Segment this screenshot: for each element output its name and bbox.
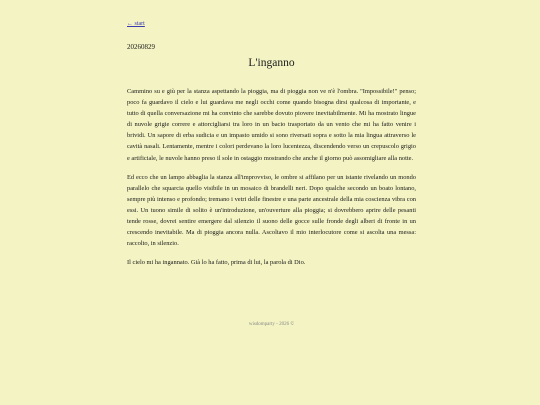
post-body	[127, 86, 416, 276]
paragraph-1: Cammino su e giù per la stanza aspettando la pioggia, ma di pioggia non ve n'è l'ombra. "Impossibile!" penso; poco fa guardavo il cielo e lui guardava me negli occhi come quando bisogna dirsi qualcosa di importante, e tutto di quella conversazione mi ha convinto che sarebbe dovuto piovere inevitabilmente. Mi ha mostrato lingue di nuvole grigie correre e attorcigliarsi tra loro in un bacio trasportato da un vento che mi ha fatto venire i brividi. Un sapore di erba sudicia e un impasto umido si sono riversati sopra e sotto la mia lingua attraverso le cavità nasali. Lentamente, mentre i colori perdevano la loro lucentezza, discendendo verso un crepuscolo grigio e artificiale, le nuvole hanno preso il sole in ostaggio mostrando che anche il giorno può assomigliare alla notte.	[127, 88, 416, 162]
paragraph-2: Ed ecco che un lampo abbaglia la stanza all'improvviso, le ombre si affilano per un istante rivelando un mondo parallelo che squarcia quello visibile in un mosaico di brandelli neri. Dopo qualche secondo un boato lontano, sempre più intenso e profondo; tremano i vetri delle finestre e una parte ancestrale della mia coscienza vibra con essi. Un tuono simile di solito è un'introduzione, un'ouverture alla pioggia; si dovrebbero aprire delle pesanti tende rosse, dovrei sentire emergere dal silenzio il suono delle gocce sulle fronde degli alberi di fronte in un crescendo inevitabile. Ma di pioggia ancora nulla. Ascoltavo il mio interlocutore come si ascolta una messa: raccolto, in silenzio.	[127, 173, 416, 248]
post-date: 20260829	[127, 43, 155, 51]
back-to-start-link[interactable]: ← start	[127, 21, 145, 27]
footer-credit: wisdomparty - 2026 ©	[248, 322, 295, 327]
post-title: L'inganno	[248, 57, 295, 69]
paragraph-3: Il cielo mi ha ingannato. Già lo ha fatto, prima di lui, la parola di Dio.	[127, 259, 306, 267]
